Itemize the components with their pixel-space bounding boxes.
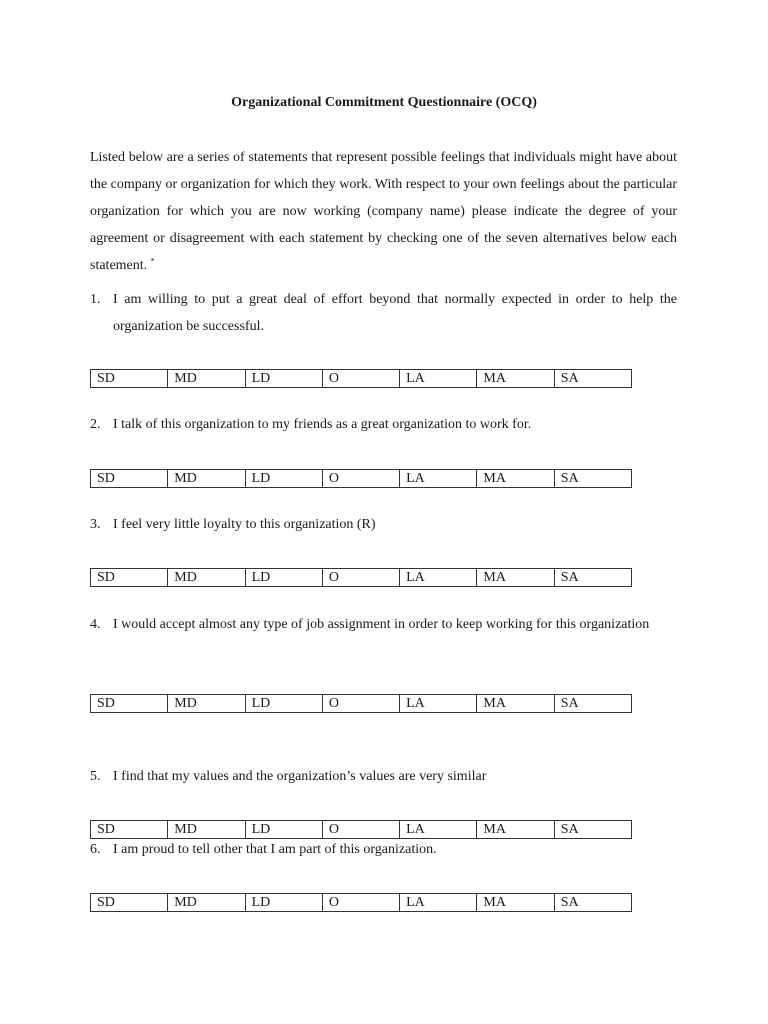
page-title: Organizational Commitment Questionnaire (OCQ) [231,95,537,110]
option-ld[interactable]: LD [246,894,323,911]
option-sa[interactable]: SA [560,471,579,486]
option-o[interactable]: O [323,370,400,387]
question-number: 1. [90,292,101,307]
option-sa[interactable]: SA [560,570,579,585]
option-ld[interactable]: LD [246,821,323,838]
instructions [90,144,677,279]
option-la[interactable]: LA [400,370,477,387]
option-md[interactable]: MD [168,894,245,911]
option-ma[interactable]: MA [477,569,554,586]
question-number: 3. [90,517,101,532]
option-la[interactable]: LA [400,470,477,487]
option-sd[interactable]: SD [91,821,168,838]
option-sd[interactable]: SD [91,569,168,586]
option-la[interactable]: LA [400,821,477,838]
option-ld[interactable]: LD [246,695,323,712]
question-text: I find that my values and the organization’s values are very similar [113,769,487,784]
question-2 [90,411,677,438]
option-sa[interactable]: SA [560,895,579,910]
option-o[interactable]: O [323,695,400,712]
question-number: 6. [90,842,101,857]
option-ma[interactable]: MA [477,894,554,911]
option-sa[interactable]: SA [560,371,579,386]
option-o[interactable]: O [323,821,400,838]
option-sa[interactable]: SA [560,822,579,837]
option-md[interactable]: MD [168,470,245,487]
question-text: I am willing to put a great deal of effort beyond that normally expected in order to help the organization be successful. [113,292,677,334]
question-text: I would accept almost any type of job assignment in order to keep working for this organization [113,617,650,632]
question-3 [90,511,677,538]
question-number: 2. [90,417,101,432]
option-o[interactable]: O [323,569,400,586]
option-md[interactable]: MD [168,821,245,838]
rating-scale-2 [90,469,632,488]
option-md[interactable]: MD [168,695,245,712]
rating-scale-6 [90,893,632,912]
question-number: 4. [90,617,101,632]
option-o[interactable]: O [323,894,400,911]
option-md[interactable]: MD [168,370,245,387]
option-sd[interactable]: SD [91,370,168,387]
rating-scale-3 [90,568,632,587]
option-o[interactable]: O [323,470,400,487]
question-4 [90,611,677,638]
question-text: I feel very little loyalty to this organization (R) [113,517,376,532]
option-ma[interactable]: MA [477,470,554,487]
option-ld[interactable]: LD [246,569,323,586]
option-sa[interactable]: SA [560,696,579,711]
option-ld[interactable]: LD [246,370,323,387]
option-ma[interactable]: MA [477,821,554,838]
option-sd[interactable]: SD [91,695,168,712]
question-number: 5. [90,769,101,784]
question-5 [90,763,677,790]
rating-scale-1 [90,369,632,388]
option-ma[interactable]: MA [477,370,554,387]
option-ma[interactable]: MA [477,695,554,712]
rating-scale-4 [90,694,632,713]
option-ld[interactable]: LD [246,470,323,487]
option-la[interactable]: LA [400,894,477,911]
instructions-text: Listed below are a series of statements that represent possible feelings that individuals might have about the company or organization for which they work. With respect to your own feelings about the particular organization for which you are now working (company name) please indicate the degree of your agreement or disagreement with each statement by checking one of the seven alternatives below each statement. [90,150,677,273]
question-1 [90,286,677,340]
option-sd[interactable]: SD [91,470,168,487]
footnote-mark: * [150,256,155,266]
question-6 [90,836,677,863]
option-la[interactable]: LA [400,695,477,712]
option-md[interactable]: MD [168,569,245,586]
option-sd[interactable]: SD [91,894,168,911]
option-la[interactable]: LA [400,569,477,586]
question-text: I am proud to tell other that I am part of this organization. [113,842,437,857]
question-text: I talk of this organization to my friends as a great organization to work for. [113,417,532,432]
